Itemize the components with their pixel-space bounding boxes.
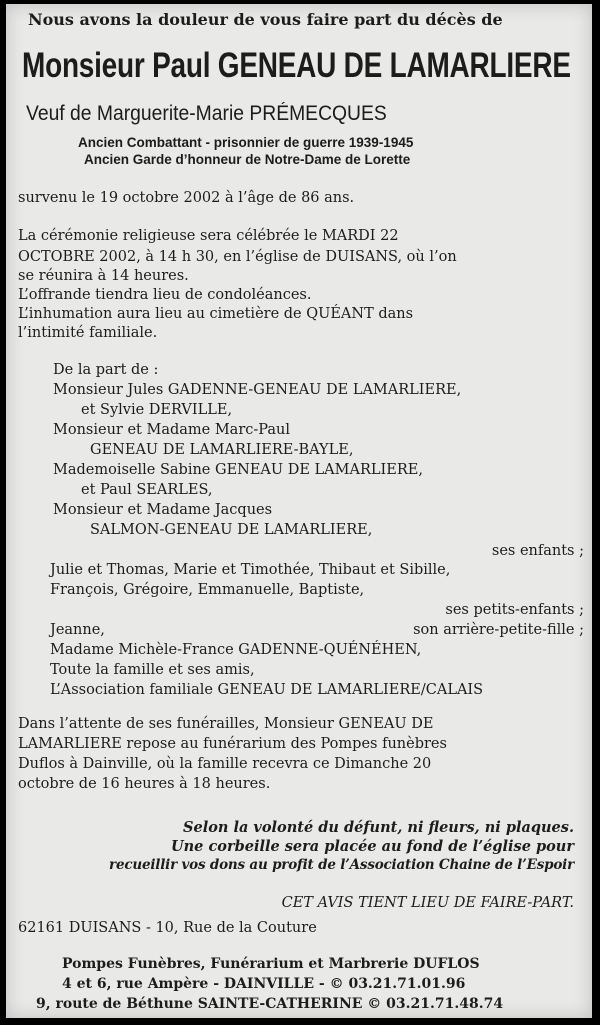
title-line: Ancien Combattant - prisonnier de guerre 1939-1945 — [78, 135, 414, 150]
family-line: Jeanne, — [50, 622, 105, 638]
wishes-line: recueillir vos dons au profit de l’Association Chaine de l’Espoir — [109, 857, 574, 873]
family-line: ses petits-enfants ; — [445, 602, 584, 618]
intro-line: Nous avons la douleur de vous faire part du décès de — [28, 10, 503, 29]
family-line: et Sylvie DERVILLE, — [81, 402, 233, 418]
wishes-line: Selon la volonté du défunt, ni fleurs, ni plaques. — [183, 819, 574, 836]
family-line: et Paul SEARLES, — [81, 482, 213, 498]
ceremony-line: La cérémonie religieuse sera célébrée le MARDI 22 — [18, 228, 399, 244]
family-line: L’Association familiale GENEAU DE LAMARLIERE/CALAIS — [50, 682, 484, 698]
family-line: GENEAU DE LAMARLIERE-BAYLE, — [90, 442, 354, 458]
ceremony-line: se réunira à 14 heures. — [18, 268, 189, 284]
funeral-home-line: Pompes Funèbres, Funérarium et Marbrerie DUFLOS — [62, 956, 480, 972]
family-line: SALMON-GENEAU DE LAMARLIERE, — [90, 522, 373, 538]
family-line: Monsieur et Madame Jacques — [53, 502, 273, 518]
family-line: François, Grégoire, Emmanuelle, Baptiste, — [50, 582, 365, 598]
family-line: son arrière-petite-fille ; — [413, 622, 584, 638]
viewing-line: LAMARLIERE repose au funérarium des Pompes funèbres — [18, 736, 447, 752]
viewing-line: octobre de 16 heures à 18 heures. — [18, 776, 271, 792]
family-line: Toute la famille et ses amis, — [50, 662, 255, 678]
widower-line: Veuf de Marguerite-Marie PRÉMECQUES — [26, 102, 387, 125]
death-date-line: survenu le 19 octobre 2002 à l’âge de 86 ans. — [18, 190, 355, 206]
deceased-name: Monsieur Paul GENEAU DE LAMARLIERE — [22, 46, 571, 85]
funeral-home-line: 9, route de Béthune SAINTE-CATHERINE © 03.21.71.48.74 — [36, 996, 504, 1012]
viewing-line: Dans l’attente de ses funérailles, Monsieur GENEAU DE — [18, 716, 434, 732]
faire-part-line: CET AVIS TIENT LIEU DE FAIRE-PART. — [281, 895, 574, 911]
family-intro: De la part de : — [53, 362, 159, 378]
ceremony-line: L’offrande tiendra lieu de condoléances. — [18, 287, 312, 303]
funeral-home-line: 4 et 6, rue Ampère - DAINVILLE - © 03.21.71.01.96 — [62, 976, 466, 992]
viewing-line: Duflos à Dainville, où la famille recevra ce Dimanche 20 — [18, 756, 432, 772]
family-line: Madame Michèle-France GADENNE-QUÉNÉHEN, — [50, 642, 422, 658]
obituary-notice — [6, 4, 592, 1018]
ceremony-line: OCTOBRE 2002, à 14 h 30, en l’église de DUISANS, où l’on — [18, 249, 457, 265]
title-line: Ancien Garde d’honneur de Notre-Dame de Lorette — [84, 152, 411, 167]
family-line: Mademoiselle Sabine GENEAU DE LAMARLIERE, — [53, 462, 423, 478]
address-line: 62161 DUISANS - 10, Rue de la Couture — [18, 920, 317, 936]
ceremony-line: l’intimité familiale. — [18, 325, 158, 341]
family-line: ses enfants ; — [491, 543, 584, 559]
family-line: Monsieur et Madame Marc-Paul — [53, 422, 290, 438]
family-line: Julie et Thomas, Marie et Timothée, Thibaut et Sibille, — [50, 562, 451, 578]
wishes-line: Une corbeille sera placée au fond de l’église pour — [170, 838, 574, 855]
family-line: Monsieur Jules GADENNE-GENEAU DE LAMARLIERE, — [53, 382, 462, 398]
ceremony-line: L’inhumation aura lieu au cimetière de QUÉANT dans — [18, 306, 414, 322]
